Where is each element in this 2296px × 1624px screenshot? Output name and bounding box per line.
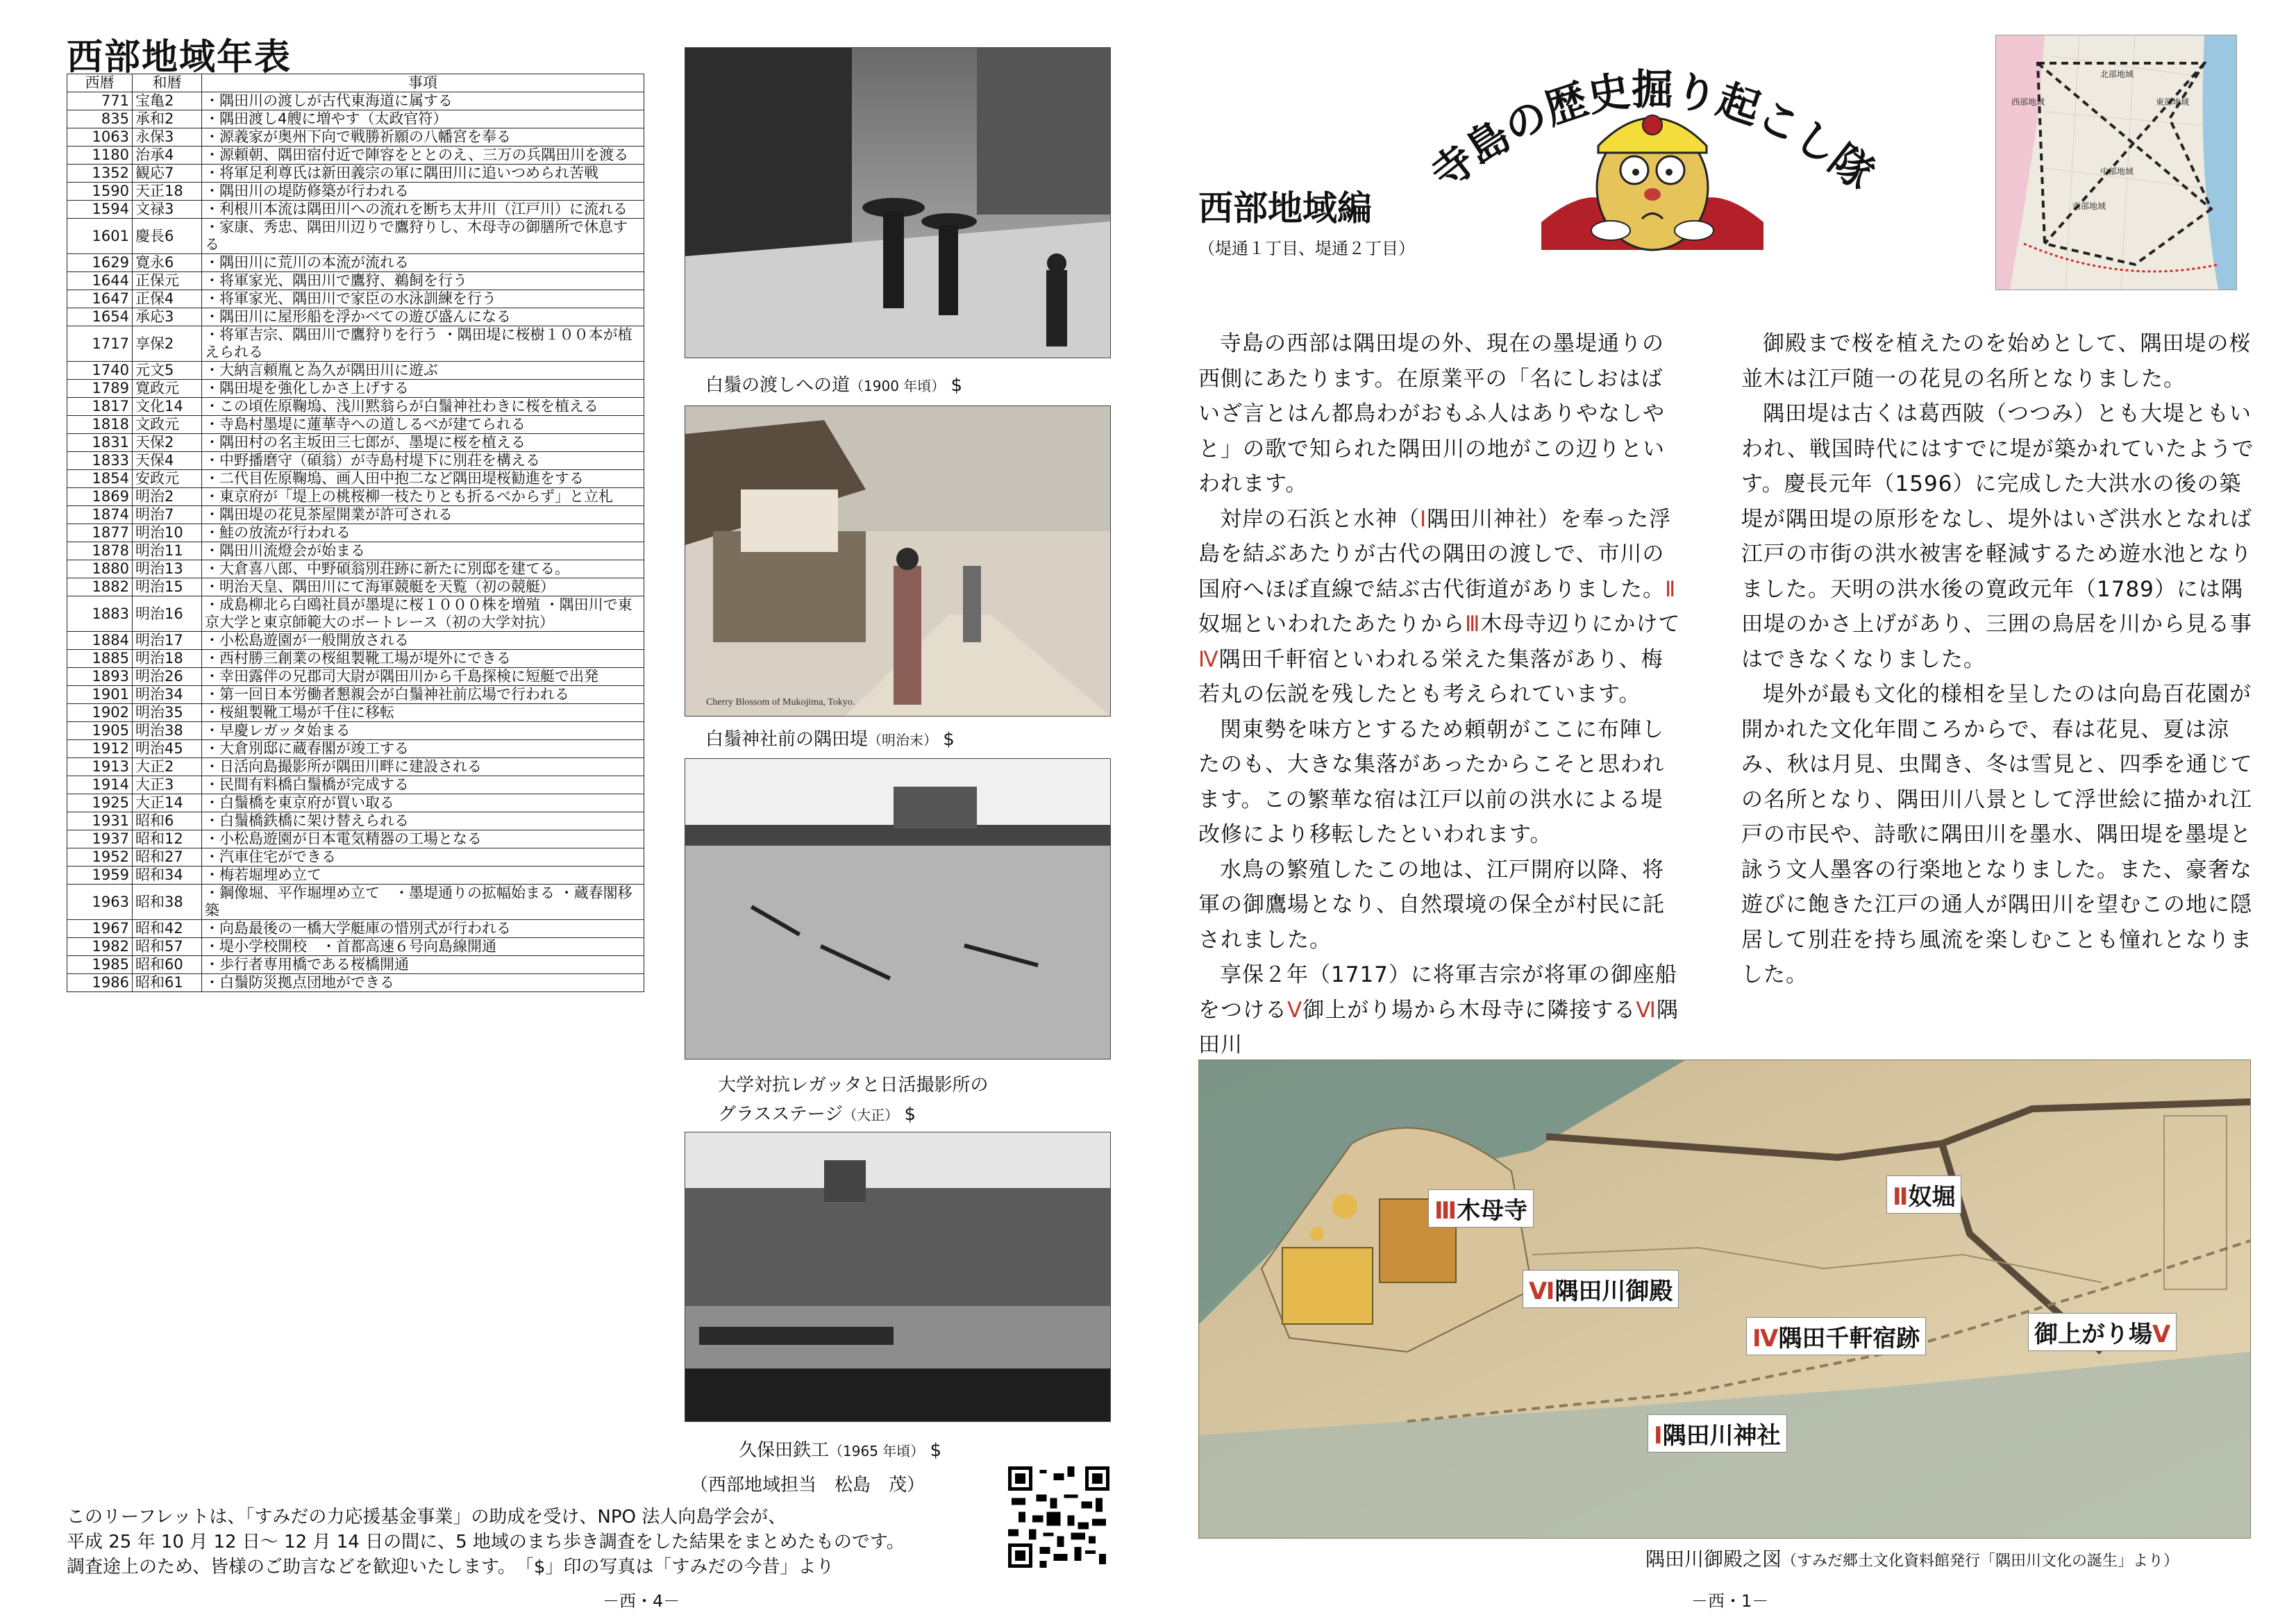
timeline-year: 1654 [67,308,133,326]
label6-text: 隅田川御殿 [1555,1278,1673,1305]
timeline-row [67,704,644,722]
timeline-event: ・二代目佐原鞠塢、画人田中抱二など隅田堤桜勧進をする [202,470,644,488]
locator-label-central: 中部地域 [2100,167,2134,176]
timeline-year: 1925 [67,794,133,812]
timeline-era: 明治26 [133,668,202,686]
timeline-event: ・桜組製靴工場が千住に移転 [202,704,644,722]
timeline-era: 昭和60 [133,956,202,974]
timeline-year: 835 [67,110,133,128]
timeline-row [67,326,644,362]
timeline-row [67,308,644,326]
timeline-event: ・将軍吉宗、隅田川で鷹狩りを行う ・隅田堤に桜樹１００本が植えられる [202,326,644,362]
timeline-row [67,290,644,308]
timeline-era: 昭和34 [133,867,202,885]
timeline-era: 文政元 [133,416,202,434]
timeline-era: 明治18 [133,650,202,668]
timeline-row [67,722,644,740]
body-paragraph: 御殿まで桜を植えたのを始めとして、隅田堤の桜並木は江戸随一の花見の名所となりました。 [1741,331,2252,392]
photo1-caption [705,371,962,396]
timeline-era: 承和2 [133,110,202,128]
photo-regatta [685,758,1111,1060]
timeline-event: ・成島柳北ら白鴎社員が墨堤に桜１０００株を増殖 ・隅田川で東京大学と東京師範大のボートレース（初の大学対抗） [202,596,644,632]
footer-line3: 調査途上のため、皆様のご助言などを歓迎いたします。 「$」印の写真は「すみだの今昔」より [67,1557,835,1577]
timeline-event: ・隅田川流燈会が始まる [202,542,644,560]
timeline-year: 1982 [67,938,133,956]
timeline-year: 1937 [67,830,133,848]
timeline-era: 承応3 [133,308,202,326]
timeline-event: ・小松島遊園が一般開放される [202,632,644,650]
locator-map [1995,35,2237,290]
timeline-event: ・東京府が「堤上の桃桜柳一枝たりとも折るべからず」と立札 [202,488,644,506]
timeline-header-row [67,74,644,92]
timeline-event: ・早慶レガッタ始まる [202,722,644,740]
timeline-event: ・大倉喜八郎、中野碩翁別荘跡に新たに別邸を建てる。 [202,560,644,578]
photo1-year: （1900 年頃） [850,378,946,394]
timeline-era: 昭和12 [133,830,202,848]
timeline-title: 西部地域年表 [67,37,292,78]
timeline-table [67,74,644,992]
footer-line2: 平成 25 年 10 月 12 日～ 12 月 14 日の間に、5 地域のまち歩き調査をした結果をまとめたものです。 [67,1532,905,1552]
label6-num: Ⅵ [1529,1278,1555,1305]
map-label-oagariba [2028,1313,2177,1351]
timeline-row [67,183,644,201]
timeline-year: 1883 [67,596,133,632]
timeline-event: ・隅田堤の花見茶屋開業が許可される [202,506,644,524]
timeline-era: 文化14 [133,398,202,416]
timeline-row [67,578,644,596]
label1-num: Ⅰ [1654,1422,1663,1450]
timeline-era: 寛永6 [133,254,202,272]
timeline-row [67,794,644,812]
timeline-year: 1590 [67,183,133,201]
timeline-year: 1740 [67,362,133,380]
photo2-mark: $ [943,729,955,750]
timeline-era: 明治16 [133,596,202,632]
timeline-era: 天正18 [133,183,202,201]
mascot-mole-icon [1541,115,1763,250]
photo1-caption-text: 白鬚の渡しへの道 [705,375,850,396]
timeline-row [67,974,644,992]
photo-kubota-ironworks [685,1132,1111,1422]
timeline-era: 明治2 [133,488,202,506]
timeline-row [67,920,644,938]
timeline-row [67,758,644,776]
body-column-2 [1741,326,2263,993]
timeline-event: ・西村勝三創業の桜組製靴工場が堤外にできる [202,650,644,668]
timeline-year: 1901 [67,686,133,704]
timeline-year: 1963 [67,885,133,920]
timeline-row [67,686,644,704]
map-caption-title: 隅田川御殿之図 [1645,1548,1782,1571]
timeline-event: ・隅田堤を強化しかさ上げする [202,380,644,398]
photo2-inset-text: Cherry Blossom of Mukojima, Tokyo. [706,697,855,708]
timeline-event: ・将軍足利尊氏は新田義宗の軍に隅田川に追いつめられ苦戦 [202,165,644,183]
timeline-row [67,632,644,650]
timeline-row [67,362,644,380]
timeline-era: 永保3 [133,128,202,147]
timeline-row [67,488,644,506]
timeline-year: 1902 [67,704,133,722]
timeline-year: 1931 [67,812,133,830]
label3-num: Ⅲ [1434,1197,1457,1225]
timeline-year: 1882 [67,578,133,596]
timeline-row [67,668,644,686]
timeline-event: ・大納言頼胤と為久が隅田川に遊ぶ [202,362,644,380]
timeline-era: 明治17 [133,632,202,650]
timeline-row [67,272,644,290]
timeline-era: 明治11 [133,542,202,560]
timeline-row [67,524,644,542]
timeline-event: ・日活向島撮影所が隅田川畔に建設される [202,758,644,776]
label5-text: 御上がり場 [2034,1321,2152,1348]
body-paragraph: 対岸の石浜と水神（Ⅰ隅田川神社）を奉った浮島を結ぶあたりが古代の隅田の渡しで、市川の国府へほぼ直線で結ぶ古代街道がありました。Ⅱ奴堀といわれたあたりからⅢ木母寺辺りにかけてⅣ隅田千軒宿といわれる栄えた集落があり、梅若丸の伝説を残したとも考えられています。 [1198,506,1681,707]
timeline-year: 1874 [67,506,133,524]
timeline-row [67,380,644,398]
timeline-row [67,201,644,219]
timeline-event: ・源義家が奥州下向で戦勝祈願の八幡宮を奉る [202,128,644,147]
timeline-row [67,92,644,110]
header-title [1402,28,1902,260]
timeline-year: 1952 [67,848,133,867]
timeline-event: ・向島最後の一橋大学艇庫の惜別式が行われる [202,920,644,938]
timeline-row [67,470,644,488]
timeline-year: 1912 [67,740,133,758]
timeline-era: 文禄3 [133,201,202,219]
label3-text: 木母寺 [1457,1197,1528,1225]
body-paragraph: 寺島の西部は隅田堤の外、現在の墨堤通りの西側にあたります。在原業平の「名にしおはばいざ言とはん都鳥わがおもふ人はありやなしやと」の歌で知られた隅田川の地がこの辺りといわれます。 [1198,331,1665,496]
timeline-event: ・隅田川の堤防修築が行われる [202,183,644,201]
timeline-event: ・民間有料橋白鬚橋が完成する [202,776,644,794]
timeline-event: ・利根川本流は隅田川への流れを断ち太井川（江戸川）に流れる [202,201,644,219]
map-label-mokuboji [1428,1189,1534,1228]
timeline-event: ・幸田露伴の兄郡司大尉が隅田川から千島探検に短艇で出発 [202,668,644,686]
body-column-1 [1198,326,1684,1063]
timeline-event: ・隅田渡し4艘に増やす（太政官符） [202,110,644,128]
photo4-year: （1965 年頃） [829,1443,925,1459]
timeline-row [67,812,644,830]
timeline-row [67,560,644,578]
section-subtitle: （堤通１丁目、堤通２丁目） [1198,239,1415,258]
timeline-year: 1818 [67,416,133,434]
timeline-era: 正保元 [133,272,202,290]
photo-shirahige-shrine-embankment [685,405,1111,717]
photo3-caption-line1: 大学対抗レガッタと日活撮影所の [718,1075,989,1096]
timeline-era: 観応7 [133,165,202,183]
label4-num: Ⅳ [1752,1325,1779,1353]
timeline-era: 明治34 [133,686,202,704]
section-title: 西部地域編 [1198,188,1372,228]
timeline-event: ・白鬚橋を東京府が買い取る [202,794,644,812]
roman-numeral-marker: Ⅳ [1198,646,1219,672]
roman-numeral-marker: Ⅲ [1465,612,1481,637]
body-paragraph: 水鳥の繁殖したこの地は、江戸開府以降、将軍の御鷹場となり、自然環境の保全が村民に託されました。 [1198,857,1665,953]
timeline-era: 明治38 [133,722,202,740]
timeline-event: ・白鬚橋鉄橋に架け替えられる [202,812,644,830]
photo3-mark: $ [904,1104,916,1125]
map-label-sumida-palace [1523,1270,1679,1308]
timeline-era: 天保4 [133,452,202,470]
timeline-row [67,956,644,974]
timeline-era: 安政元 [133,470,202,488]
timeline-row [67,776,644,794]
author-credit: （西部地域担当 松島 茂） [690,1475,925,1496]
timeline-year: 1877 [67,524,133,542]
body-paragraph: 隅田堤は古くは葛西陂（つつみ）とも大堤ともいわれ、戦国時代にはすでに堤が築かれていたようです。慶長元年（1596）に完成した大洪水の後の築堤が隅田堤の原形をなし、堤外はいざ洪水となれば江戸の市街の洪水被害を軽減するため遊水池となりました。天明の洪水後の寛政元年（1789）には隅田堤のかさ上げがあり、三囲の鳥居を川から見る事はできなくなりました。 [1741,401,2254,672]
photo3-caption [718,1071,988,1130]
timeline-row [67,542,644,560]
timeline-row [67,830,644,848]
timeline-event: ・隅田村の名主坂田三七郎が、墨堤に桜を植える [202,434,644,452]
timeline-year: 1885 [67,650,133,668]
timeline-era: 昭和61 [133,974,202,992]
label4-text: 隅田千軒宿跡 [1778,1325,1920,1353]
timeline-year: 1833 [67,452,133,470]
timeline-year: 1869 [67,488,133,506]
timeline-event: ・小松島遊園が日本電気精器の工場となる [202,830,644,848]
timeline-year: 1063 [67,128,133,147]
map-label-sumida-shrine [1648,1414,1787,1453]
timeline-year: 1352 [67,165,133,183]
timeline-era: 宝亀2 [133,92,202,110]
timeline-year: 1986 [67,974,133,992]
sumida-palace-map [1198,1060,2251,1539]
label2-num: Ⅱ [1893,1183,1909,1211]
timeline-year: 1647 [67,290,133,308]
timeline-year: 1878 [67,542,133,560]
timeline-era: 昭和27 [133,848,202,867]
timeline-era: 明治15 [133,578,202,596]
body-paragraph: 堤外が最も文化的様相を呈したのは向島百花園が開かれた文化年間ころからで、春は花見、夏は涼み、秋は月見、虫聞き、冬は雪見と、四季を通じての名所となり、隅田川八景として浮世絵に描かれ江戸の市民や、詩歌に隅田川を墨水、隅田堤を墨堤と詠う文人墨客の行楽地となりました。また、豪奢な遊びに飽きた江戸の通人が隅田川を望むこの地に隠居して別荘を持ち風流を楽しむことも憧れとなりました。 [1741,682,2253,987]
timeline-year: 1789 [67,380,133,398]
timeline-event: ・歩行者専用橋である桜橋開通 [202,956,644,974]
timeline-row [67,650,644,668]
timeline-row [67,398,644,416]
timeline-era: 大正3 [133,776,202,794]
timeline-row [67,110,644,128]
timeline-era: 寛政元 [133,380,202,398]
right-page-number: －西・1－ [1691,1591,1769,1611]
locator-label-west: 西部地域 [2011,97,2045,107]
timeline-year: 1880 [67,560,133,578]
timeline-era: 享保2 [133,326,202,362]
timeline-row [67,254,644,272]
timeline-era: 明治10 [133,524,202,542]
timeline-era: 天保2 [133,434,202,452]
left-page-number: －西・4－ [603,1591,680,1611]
timeline-year: 1629 [67,254,133,272]
body-paragraph: 関東勢を味方とするため頼朝がここに布陣したのも、大きな集落があったからこそと思われます。この繁華な宿は江戸以前の洪水による堤改修により移転したといわれます。 [1198,717,1665,847]
roman-numeral-marker: Ⅰ [1420,506,1427,532]
timeline-year: 1914 [67,776,133,794]
timeline-era: 治承4 [133,147,202,165]
timeline-event: ・この頃佐原鞠塢、浅川黙翁らが白鬚神社わきに桜を植える [202,398,644,416]
timeline-row [67,938,644,956]
photo2-caption-text: 白鬚神社前の隅田堤 [705,729,869,750]
locator-label-south: 南部地域 [2072,201,2106,211]
label2-text: 奴堀 [1908,1183,1956,1211]
timeline-year: 1644 [67,272,133,290]
timeline-era: 大正14 [133,794,202,812]
photo4-caption [739,1436,941,1462]
timeline-year: 1905 [67,722,133,740]
timeline-event: ・隅田川に屋形船を浮かべての遊び盛んになる [202,308,644,326]
timeline-era: 慶長6 [133,219,202,254]
timeline-event: ・鋼像堀、平作堀埋め立て ・墨堤通りの拡幅始まる ・蔵春閣移築 [202,885,644,920]
timeline-event: ・汽車住宅ができる [202,848,644,867]
photo-shirahige-ferry-road [685,47,1111,358]
body-paragraph: 享保２年（1717）に将軍吉宗が将軍の御座船をつけるⅤ御上がり場から木母寺に隣接するⅥ隅田川 [1198,962,1679,1057]
timeline-row [67,848,644,867]
label1-text: 隅田川神社 [1662,1422,1781,1450]
header-year: 西暦 [67,74,133,92]
timeline-year: 1913 [67,758,133,776]
timeline-year: 1854 [67,470,133,488]
timeline-era: 昭和57 [133,938,202,956]
photo1-mark: $ [950,375,963,396]
timeline-row [67,128,644,147]
timeline-row [67,147,644,165]
locator-label-east: 東部地域 [2156,97,2190,107]
timeline-event: ・第一回日本労働者懇親会が白鬚神社前広場で行われる [202,686,644,704]
roman-numeral-marker: Ⅴ [1287,997,1303,1023]
timeline-era: 正保4 [133,290,202,308]
timeline-row [67,434,644,452]
timeline-era: 昭和6 [133,812,202,830]
timeline-event: ・鮭の放流が行われる [202,524,644,542]
timeline-event: ・梅若堀埋め立て [202,867,644,885]
timeline-year: 1893 [67,668,133,686]
photo2-caption [705,725,955,751]
timeline-row [67,506,644,524]
timeline-year: 1831 [67,434,133,452]
map-caption-source: （すみだ郷土文化資料館発行「隅田川文化の誕生」より） [1782,1552,2179,1570]
timeline-event: ・大倉別邸に蔵春閣が竣工する [202,740,644,758]
timeline-era: 明治13 [133,560,202,578]
timeline-year: 1180 [67,147,133,165]
locator-label-north: 北部地域 [2100,69,2134,79]
timeline-year: 771 [67,92,133,110]
header-title-path: 寺島の歴史掘り起こし隊 [1422,66,1883,200]
timeline-event: ・寺島村墨堤に蓮華寺への道しるべが建てられる [202,416,644,434]
timeline-row [67,867,644,885]
footer-line1: このリーフレットは、「すみだの力応援基金事業」の助成を受け、NPO 法人向島学会が、 [67,1507,787,1527]
timeline-row [67,596,644,632]
timeline-event: ・家康、秀忠、隅田川辺りで鷹狩りし、木母寺の御膳所で休息する [202,219,644,254]
timeline-event: ・源頼朝、隅田宿付近で陣容をととのえ、三万の兵隅田川を渡る [202,147,644,165]
timeline-event: ・将軍家光、隅田川で鷹狩、鵜飼を行う [202,272,644,290]
photo3-year: （大正） [843,1107,899,1123]
timeline-event: ・将軍家光、隅田川で家臣の水泳訓練を行う [202,290,644,308]
photo3-caption-line2: グラスステージ [718,1104,844,1125]
timeline-year: 1817 [67,398,133,416]
roman-numeral-marker: Ⅱ [1665,576,1677,602]
timeline-era: 明治35 [133,704,202,722]
timeline-row [67,219,644,254]
timeline-era: 大正2 [133,758,202,776]
map-label-yakko-bori [1886,1175,1961,1214]
timeline-row [67,416,644,434]
timeline-year: 1985 [67,956,133,974]
timeline-era: 昭和38 [133,885,202,920]
timeline-event: ・隅田川に荒川の本流が流れる [202,254,644,272]
timeline-era: 昭和42 [133,920,202,938]
roman-numeral-marker: Ⅵ [1636,997,1657,1023]
photo4-caption-text: 久保田鉄工 [739,1440,830,1461]
map-caption [1645,1544,2179,1572]
timeline-row [67,740,644,758]
timeline-era: 明治7 [133,506,202,524]
timeline-year: 1959 [67,867,133,885]
timeline-row [67,452,644,470]
timeline-event: ・隅田川の渡しが古代東海道に属する [202,92,644,110]
timeline-event: ・白鬚防災拠点団地ができる [202,974,644,992]
timeline-era: 元文5 [133,362,202,380]
timeline-year: 1717 [67,326,133,362]
timeline-era: 明治45 [133,740,202,758]
header-era: 和暦 [133,74,202,92]
timeline-row [67,165,644,183]
map-label-senken-juku [1746,1317,1926,1355]
timeline-event: ・明治天皇、隅田川にて海軍競艇を天覧（初の競艇） [202,578,644,596]
timeline-row [67,885,644,920]
timeline-event: ・中野播磨守（碩翁）が寺島村堤下に別荘を構える [202,452,644,470]
header-event: 事項 [202,74,644,92]
timeline-year: 1967 [67,920,133,938]
photo2-year: （明治末） [868,732,938,748]
timeline-event: ・堤小学校開校 ・首都高速６号向島線開通 [202,938,644,956]
qr-code[interactable] [1008,1466,1109,1568]
timeline-year: 1594 [67,201,133,219]
timeline-year: 1884 [67,632,133,650]
photo4-mark: $ [930,1440,942,1461]
timeline-year: 1601 [67,219,133,254]
label5-num: Ⅴ [2152,1321,2171,1348]
